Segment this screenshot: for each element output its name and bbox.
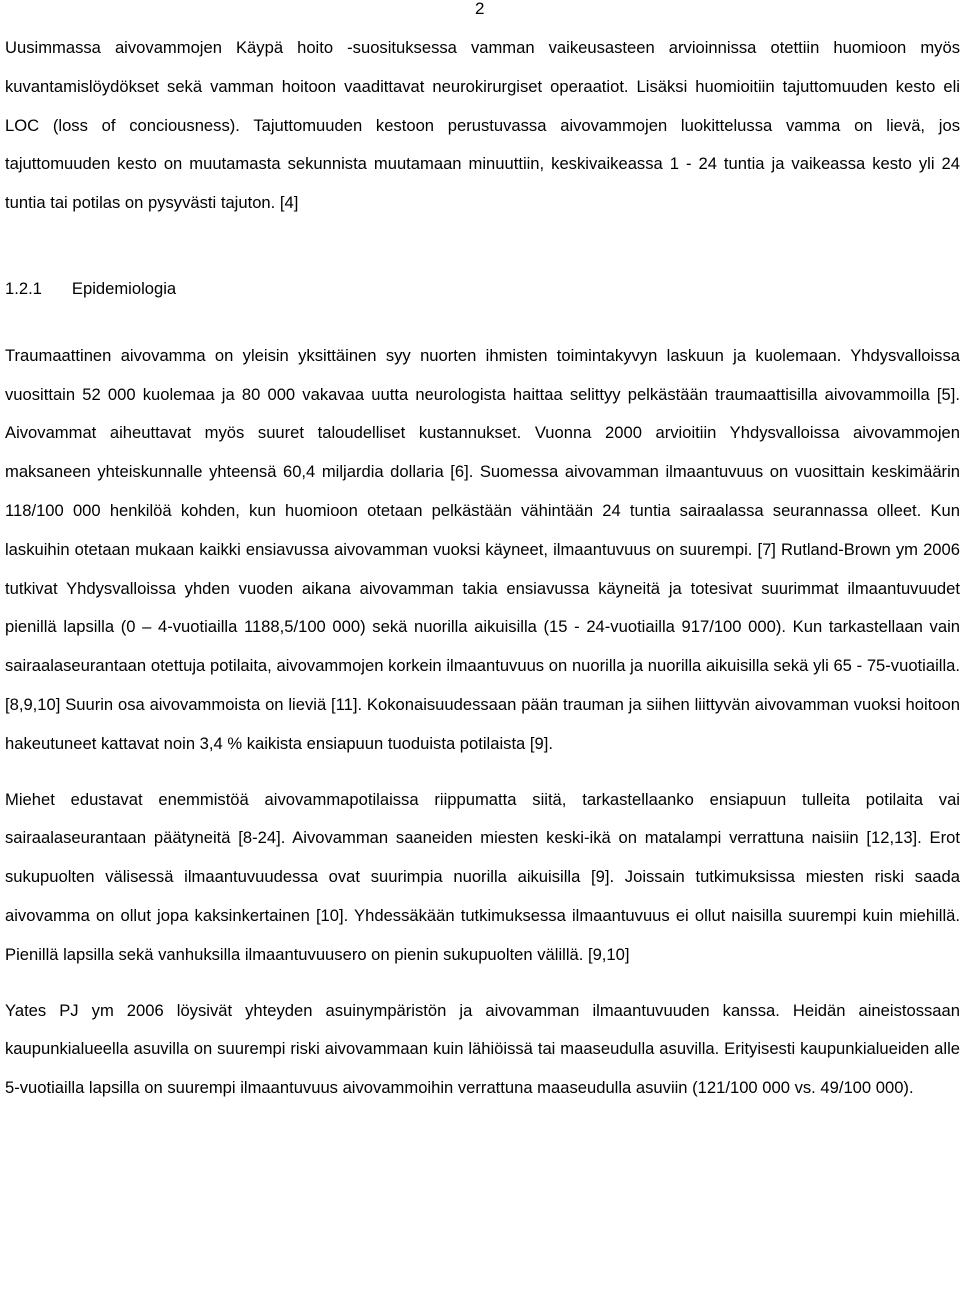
- epidemiology-paragraph-2: Miehet edustavat enemmistöä aivovammapotilaissa riippumatta siitä, tarkastellaanko ensiapuun tulleita potilaita vai sairaalaseurantaan päätyneitä [8-24]. Aivovamman saaneiden miesten keski-ikä on matalampi verrattuna naisiin [12,13]. Erot sukupuolten välisessä ilmaantuvuudessa ovat suurimpia nuorilla aikuisilla [9]. Joissain tutkimuksissa miesten riski saada aivovamma on ollut jopa kaksinkertainen [10]. Yhdessäkään tutkimuksessa ilmaantuvuus ei ollut naisilla suurempi kuin miehillä. Pienillä lapsilla sekä vanhuksilla ilmaantuvuusero on pienin sukupuolten välillä. [9,10]: [5, 789, 960, 964]
- epidemiology-paragraph-3: Yates PJ ym 2006 löysivät yhteyden asuinympäristön ja aivovamman ilmaantuvuuden kanssa. Heidän aineistossaan kaupunkialueella asuvilla on suurempi riski aivovammaan kuin lähiöissä tai maaseudulla asuvilla. Erityisesti kaupunkialueiden alle 5-vuotiailla lapsilla on suurempi ilmaantuvuus aivovammoihin verrattuna maaseudulla asuviin (121/100 000 vs. 49/100 000).: [5, 1000, 960, 1098]
- section-number: 1.2.1: [5, 278, 42, 298]
- page-number: 2: [475, 0, 485, 18]
- epidemiology-paragraph-1: Traumaattinen aivovamma on yleisin yksittäinen syy nuorten ihmisten toimintakyvyn laskuun ja kuolemaan. Yhdysvalloissa vuosittain 52 000 kuolemaa ja 80 000 vakavaa uutta neurologista haittaa selittyy pelkästään traumaattisilla aivovammoilla [5]. Aivovammat aiheuttavat myös suuret taloudelliset kustannukset. Vuonna 2000 arvioitiin Yhdysvalloissa aivovammojen maksaneen yhteiskunnalle yhteensä 60,4 miljardia dollaria [6]. Suomessa aivovamman ilmaantuvuus on vuosittain keskimäärin 118/100 000 henkilöä kohden, kun huomioon otetaan pelkästään vähintään 24 tuntia sairaalassa seurannassa olleet. Kun laskuihin otetaan mukaan kaikki ensiavussa aivovamman vuoksi käyneet, ilmaantuvuus on suurempi. [7] Rutland-Brown ym 2006 tutkivat Yhdysvalloissa yhden vuoden aikana aivovamman takia ensiavussa käyneitä ja totesivat suurimmat ilmaantuvuudet pienillä lapsilla (0 – 4-vuotiailla 1188,5/100 000) sekä nuorilla aikuisilla (15 - 24-vuotiailla 917/100 000). Kun tarkastellaan vain sairaalaseurantaan otettuja potilaita, aivovammojen korkein ilmaantuvuus on nuorilla ja nuorilla aikuisilla sekä yli 65 - 75-vuotiailla. [8,9,10] Suurin osa aivovammoista on lieviä [11]. Kokonaisuudessaan pään trauman ja siihen liittyvän aivovamman vuoksi hoitoon hakeutuneet kattavat noin 3,4 % kaikista ensiapuun tuoduista potilaista [9].: [5, 345, 960, 753]
- document-body: [5, 29, 960, 1108]
- intro-paragraph: Uusimmassa aivovammojen Käypä hoito -suosituksessa vamman vaikeusasteen arvioinnissa otettiin huomioon myös kuvantamislöydökset sekä vamman hoitoon vaadittavat neurokirurgiset operaatiot. Lisäksi huomioitiin tajuttomuuden kesto eli LOC (loss of conciousness). Tajuttomuuden kestoon perustuvassa aivovammojen luokittelussa vamma on lievä, jos tajuttomuuden kesto on muutamasta sekunnista muutamaan minuuttiin, keskivaikeassa 1 - 24 tuntia ja vaikeassa kesto yli 24 tuntia tai potilas on pysyvästi tajuton. [4]: [5, 38, 960, 213]
- section-heading: [5, 270, 960, 309]
- section-title: Epidemiologia: [71, 278, 177, 298]
